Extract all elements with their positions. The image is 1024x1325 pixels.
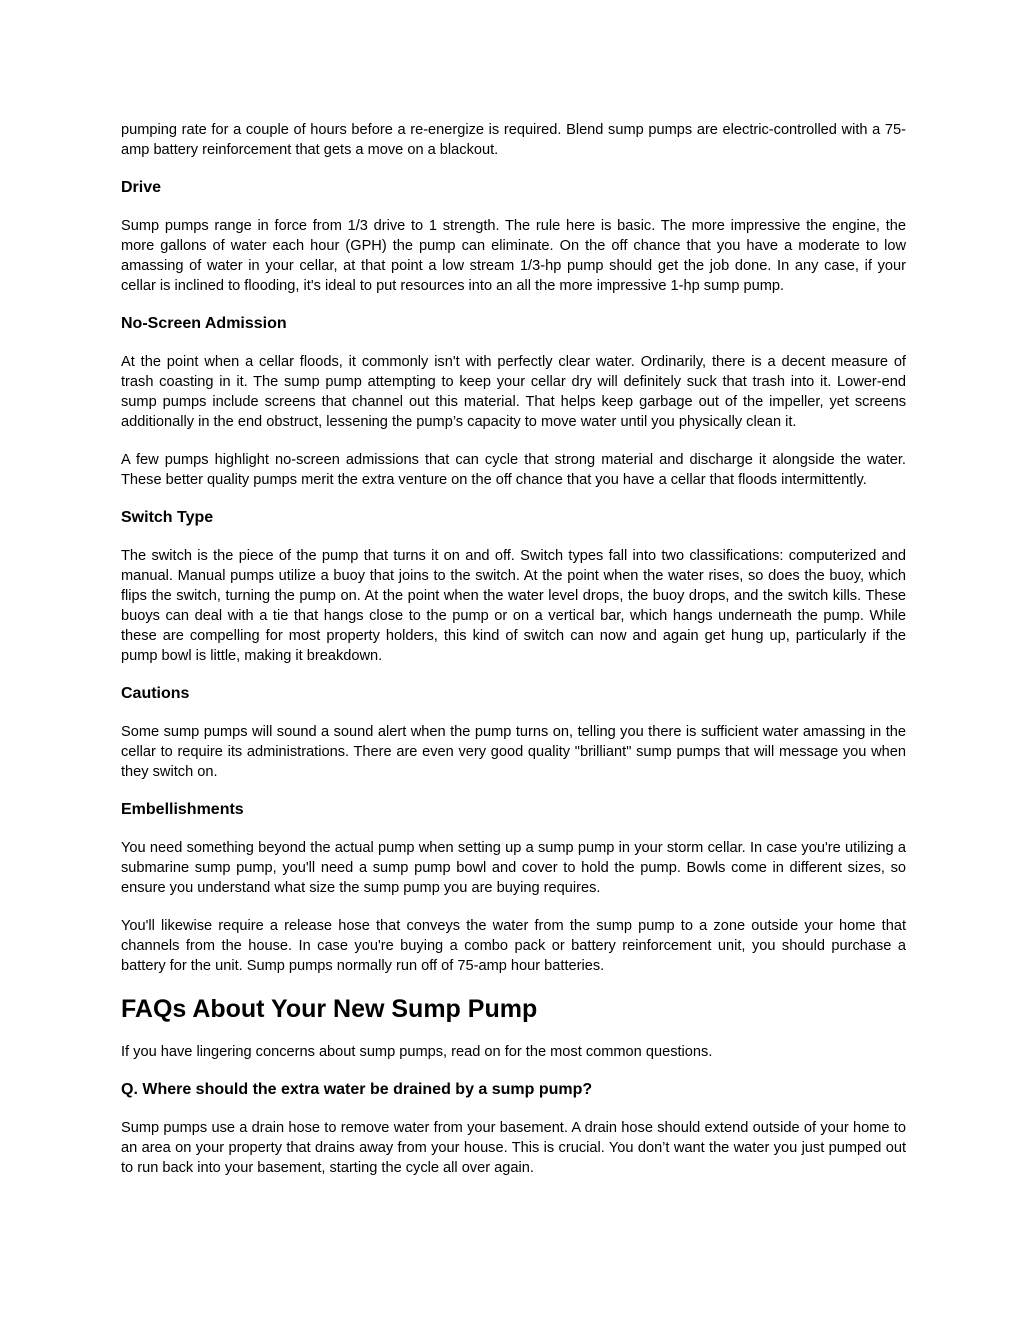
embellishments-paragraph-2: You'll likewise require a release hose that conveys the water from the sump pump to a zone outside your home that channels from the house. In case you're buying a combo pack or battery reinforcement unit, you should purchase a battery for the unit. Sump pumps normally run off of 75-amp hour batteries. — [121, 918, 906, 974]
no-screen-paragraph-1: At the point when a cellar floods, it commonly isn't with perfectly clear water. Ordinarily, there is a decent measure of trash coasting in it. The sump pump attempting to keep your cellar dry will definitely suck that trash into it. Lower-end sump pumps include screens that channel out this material. That helps keep garbage out of the impeller, yet screens additionally in the end obstruct, lessening the pump’s capacity to move water until you physically clean it. — [121, 354, 906, 430]
faqs-intro-paragraph: If you have lingering concerns about sump pumps, read on for the most common questions. — [121, 1044, 713, 1060]
heading-no-screen-admission: No-Screen Admission — [121, 315, 287, 332]
cautions-paragraph: Some sump pumps will sound a sound alert when the pump turns on, telling you there is sufficient water amassing in the cellar to require its administrations. There are even very good quality "brilliant" sump pumps that will message you when they switch on. — [121, 724, 906, 780]
switch-type-paragraph: The switch is the piece of the pump that turns it on and off. Switch types fall into two classifications: computerized and manual. Manual pumps utilize a buoy that joins to the switch. At the point when the water rises, so does the buoy, which flips the switch, turning the pump on. At the point when the water level drops, the buoy drops, and the switch kills. These buoys can deal with a tie that hangs close to the pump or on a vertical bar, which hangs underneath the pump. While these are compelling for most property holders, this kind of switch can now and again get hung up, particularly if the pump bowl is little, making it breakdown. — [121, 548, 906, 664]
heading-cautions: Cautions — [121, 685, 190, 702]
heading-question-1: Q. Where should the extra water be drained by a sump pump? — [121, 1081, 593, 1098]
drive-paragraph: Sump pumps range in force from 1/3 drive to 1 strength. The rule here is basic. The more impressive the engine, the more gallons of water each hour (GPH) the pump can eliminate. On the off chance that you have a moderate to low amassing of water in your cellar, at that point a low stream 1/3-hp pump should get the job done. In any case, if your cellar is inclined to flooding, it's ideal to put resources into an all the more impressive 1-hp sump pump. — [121, 218, 906, 294]
heading-drive: Drive — [121, 179, 162, 196]
no-screen-paragraph-2: A few pumps highlight no-screen admissions that can cycle that strong material and discharge it alongside the water. These better quality pumps merit the extra venture on the off chance that you have a cellar that floods intermittently. — [121, 452, 906, 488]
document-page — [121, 120, 906, 1178]
heading-faqs: FAQs About Your New Sump Pump — [121, 995, 538, 1023]
intro-paragraph: pumping rate for a couple of hours before a re-energize is required. Blend sump pumps are electric-controlled with a 75-amp battery reinforcement that gets a move on a blackout. — [121, 122, 906, 158]
heading-embellishments: Embellishments — [121, 801, 244, 818]
heading-switch-type: Switch Type — [121, 509, 214, 526]
embellishments-paragraph-1: You need something beyond the actual pump when setting up a sump pump in your storm cellar. In case you're utilizing a submarine sump pump, you'll need a sump pump bowl and cover to hold the pump. Bowls come in different sizes, so ensure you understand what size the sump pump you are buying requires. — [121, 840, 906, 896]
answer-1-paragraph: Sump pumps use a drain hose to remove water from your basement. A drain hose should extend outside of your home to an area on your property that drains away from your house. This is crucial. You don’t want the water you just pumped out to run back into your basement, starting the cycle all over again. — [121, 1120, 906, 1176]
